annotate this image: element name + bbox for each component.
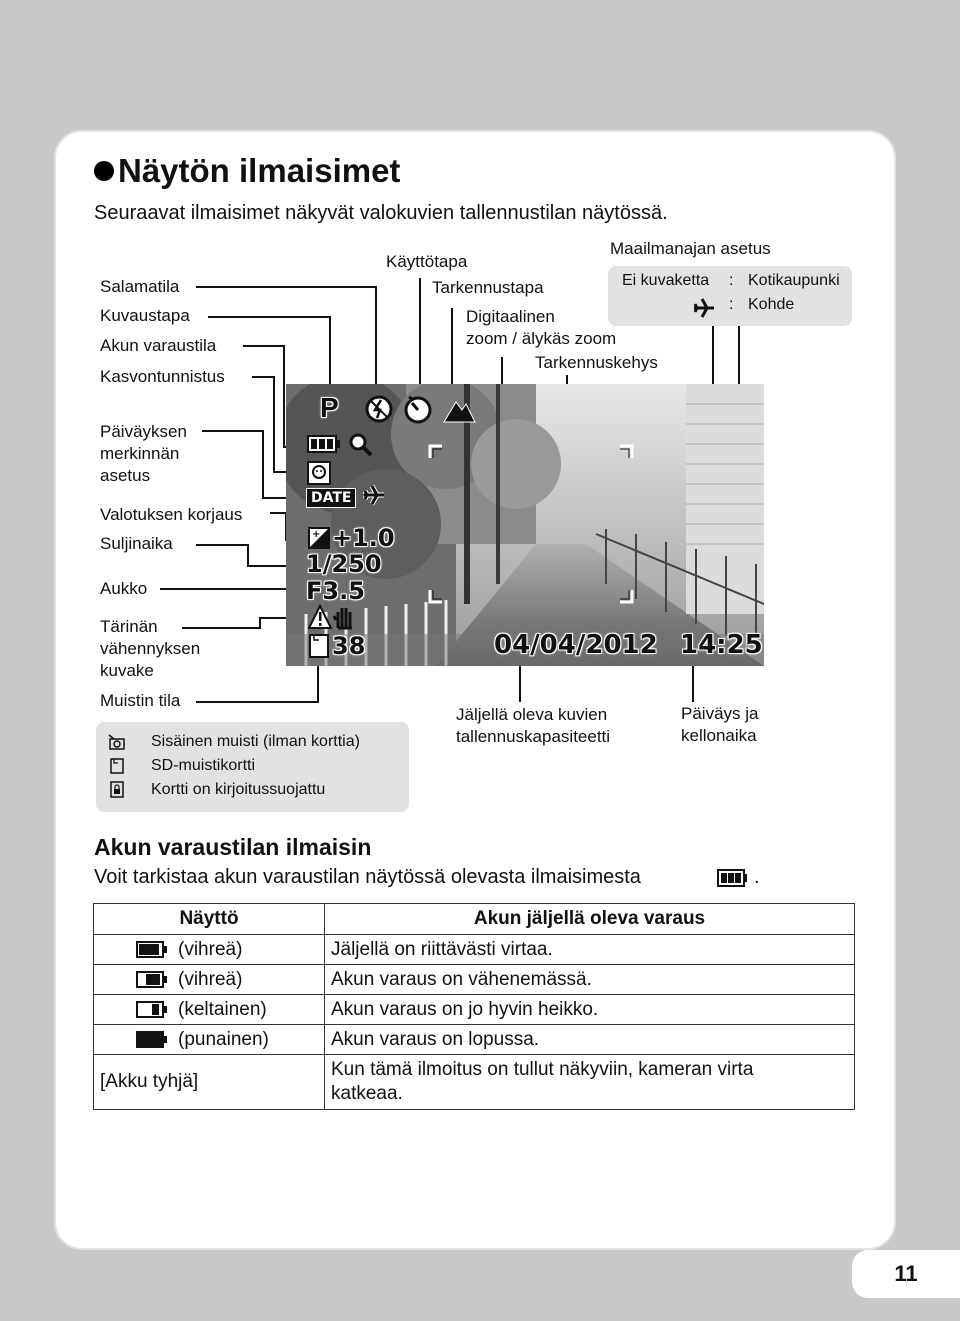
battery-section-text: Voit tarkistaa akun varaustilan näytössä olevasta ilmaisimesta . [94,866,641,889]
focus-frame [428,444,634,604]
col-header-varaus: Akun jäljellä oleva varaus [325,904,855,935]
osd-battery-icon [306,434,342,459]
date-imprint-badge: DATE [306,488,356,508]
legend-text-sd: SD-muistikortti [151,757,256,774]
osd-ev-value: +1.0 [332,524,395,552]
page-title: Näytön ilmaisimet [94,152,400,190]
label-akun-varaustila: Akun varaustila [100,336,217,355]
label-kuvake: kuvake [100,661,154,680]
battery-one-third-icon [136,1001,164,1018]
label-paivays-2: kellonaika [681,726,757,745]
legend-text-protected: Kortti on kirjoitussuojattu [151,781,326,798]
label-tarinan: Tärinän [100,617,158,636]
camera-screen [286,384,764,666]
self-timer-icon [402,394,434,429]
label-muistin-tila: Muistin tila [100,691,181,710]
legend-text-internal: Sisäinen muisti (ilman korttia) [151,733,360,750]
label-merkinnan: merkinnän [100,444,180,463]
flash-off-icon [364,394,394,429]
osd-remaining-shots: 38 [332,632,366,660]
label-paivays-1: Päiväys ja [681,704,759,723]
col-header-naytto: Näyttö [94,904,325,935]
sd-card-icon [108,757,126,780]
battery-full-icon [136,941,164,958]
osd-mode: P [320,392,339,423]
table-header-row [94,904,855,935]
zoom-magnifier-icon [348,432,374,463]
osd-shutter-speed: 1/250 [306,550,382,578]
label-paivayksen: Päiväyksen [100,422,187,441]
memory-legend [96,722,409,812]
internal-memory-icon [108,734,126,757]
battery-section-heading: Akun varaustilan ilmaisin [94,834,372,860]
label-kuvaustapa: Kuvaustapa [100,306,190,325]
battery-empty-icon [136,1031,164,1048]
label-kasvontunnistus: Kasvontunnistus [100,367,225,386]
label-jaljella-1: Jäljellä oleva kuvien [456,705,608,724]
svg-text:+: + [312,529,321,540]
write-protected-card-icon [108,780,126,805]
label-maailmanajan-asetus: Maailmanajan asetus [610,239,771,258]
page-subtitle: Seuraavat ilmaisimet näkyvät valokuvien tallennustilan näytössä. [94,202,668,224]
label-digitaalinen: Digitaalinen [466,307,555,326]
osd-date: 04/04/2012 [494,630,658,660]
table-row: (vihreä) Akun varaus on vähenemässä. [94,965,855,995]
label-tarkennustapa: Tarkennustapa [432,278,544,297]
label-salamatila: Salamatila [100,277,180,296]
label-asetus: asetus [100,466,151,485]
label-kohde: Kohde [748,296,795,313]
label-tarkennuskehys: Tarkennuskehys [535,353,658,372]
table-row: [Akku tyhjä] Kun tämä ilmoitus on tullut näkyviin, kameran virta katkeaa. [94,1055,855,1110]
face-detection-icon [306,460,332,491]
battery-two-thirds-icon [136,971,164,988]
table-row: (keltainen) Akun varaus on jo hyvin heikko. [94,995,855,1025]
landscape-focus-icon [442,396,476,429]
osd-aperture: F3.5 [306,577,365,605]
label-suljinaika: Suljinaika [100,534,173,553]
colon-1: : [729,272,734,289]
colon-2: : [729,296,734,313]
label-jaljella-2: tallennuskapasiteetti [456,727,611,746]
battery-inline-icon [716,868,748,894]
osd-airplane-icon [362,484,386,511]
label-aukko: Aukko [100,579,148,598]
label-valotuksen-korjaus: Valotuksen korjaus [100,505,243,524]
label-kayttotapa: Käyttötapa [386,252,468,271]
airplane-icon [692,297,716,324]
label-ei-kuvaketta: Ei kuvaketta [622,272,710,289]
label-vahennyksen: vähennyksen [100,639,201,658]
table-row: (vihreä) Jäljellä on riittävästi virtaa. [94,935,855,965]
label-kotikaupunki: Kotikaupunki [748,272,840,289]
label-zoom: zoom / älykäs zoom [466,329,617,348]
battery-table [93,903,855,1110]
osd-sd-card-icon [308,633,330,664]
osd-time: 14:25 [680,630,763,660]
page-number: 11 [852,1250,960,1298]
table-row: (punainen) Akun varaus on lopussa. [94,1025,855,1055]
